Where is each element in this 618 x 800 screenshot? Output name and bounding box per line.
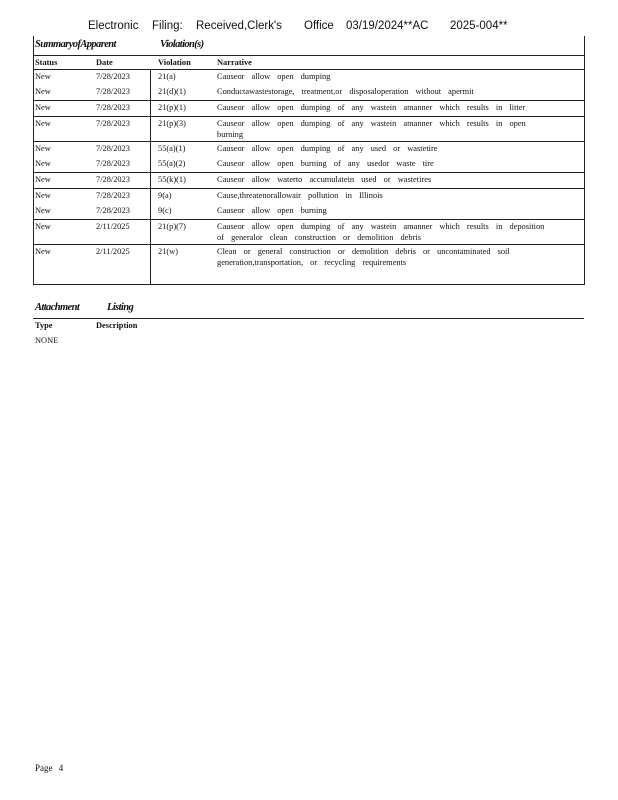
violation-status: New bbox=[33, 173, 94, 189]
violation-status: New bbox=[35, 87, 51, 96]
violations-table bbox=[33, 55, 584, 269]
violation-date: 7/28/2023 bbox=[96, 159, 130, 168]
violation-status: New bbox=[33, 142, 94, 158]
violation-date: 7/28/2023 bbox=[94, 142, 156, 158]
violation-code: 55(k)(1) bbox=[156, 173, 215, 189]
filing-stamp-header bbox=[88, 20, 508, 32]
filing-header-part: Electronic bbox=[88, 20, 139, 32]
filing-header-part: Received,Clerk's bbox=[196, 20, 282, 32]
column-header-narrative: Narrative bbox=[215, 56, 584, 70]
violation-row bbox=[33, 85, 584, 101]
violation-narrative: Causeor allow open dumping of any used or wastetire bbox=[215, 142, 584, 158]
filing-header-case-number: 2025-004** bbox=[450, 20, 508, 32]
violation-row bbox=[33, 142, 584, 158]
violation-date: 7/28/2023 bbox=[94, 173, 156, 189]
violation-row bbox=[33, 220, 584, 245]
violation-row bbox=[33, 101, 584, 117]
violation-code: 9(a) bbox=[156, 189, 215, 205]
violation-status: New bbox=[33, 220, 94, 245]
violation-status: New bbox=[33, 70, 94, 86]
violation-narrative: Causeor allow open dumping of any wastein amanner which results in open burning bbox=[215, 117, 584, 142]
violations-header-row bbox=[33, 56, 584, 70]
violation-row bbox=[33, 70, 584, 86]
violation-date: 2/11/2025 bbox=[94, 245, 156, 270]
page-number: Page 4 bbox=[35, 763, 64, 773]
violation-narrative: Causeor allow open dumping of any wastein amanner which results in litter bbox=[215, 101, 584, 117]
violation-date: 7/28/2023 bbox=[94, 101, 156, 117]
violation-narrative: Causeor allow open dumping of any wastein amanner which results in deposition of generalor clean construction or demolition debris bbox=[215, 220, 584, 245]
violation-code: 9(c) bbox=[158, 206, 172, 215]
violation-narrative: Causeor allow waterto accumulatein used or wastetires bbox=[215, 173, 584, 189]
violation-row bbox=[33, 157, 584, 173]
violation-narrative: Causeor allow open burning bbox=[217, 206, 327, 215]
violation-code: 21(d)(1) bbox=[158, 87, 186, 96]
summary-title: SummaryofApparent bbox=[35, 39, 116, 50]
violation-status: New bbox=[33, 101, 94, 117]
violation-date: 7/28/2023 bbox=[94, 117, 156, 142]
violation-narrative: Cause,threatenorallowair pollution in Illinois bbox=[215, 189, 584, 205]
filing-header-part: Office bbox=[304, 20, 334, 32]
column-header-status: Status bbox=[33, 56, 94, 70]
violation-status: New bbox=[33, 245, 94, 270]
violation-row bbox=[33, 173, 584, 189]
attachment-empty-value: NONE bbox=[35, 336, 59, 345]
violations-body bbox=[33, 70, 584, 270]
attachment-divider bbox=[33, 318, 584, 319]
violation-row bbox=[33, 245, 584, 270]
violation-code: 21(p)(3) bbox=[156, 117, 215, 142]
violation-code: 21(p)(7) bbox=[156, 220, 215, 245]
filing-header-part: Filing: bbox=[152, 20, 183, 32]
violation-status: New bbox=[33, 189, 94, 205]
violation-narrative: Causeor allow open dumping bbox=[215, 70, 584, 86]
violation-row bbox=[33, 117, 584, 142]
summary-title-suffix: Violation(s) bbox=[160, 39, 204, 50]
column-header-date: Date bbox=[94, 56, 156, 70]
column-divider bbox=[150, 70, 151, 284]
violation-date: 2/11/2025 bbox=[94, 220, 156, 245]
violation-narrative: Clean or general construction or demolition debris or uncontaminated soil generation,transportation, or recycling requirements bbox=[215, 245, 584, 270]
attachment-title-suffix: Listing bbox=[107, 302, 134, 313]
violation-date: 7/28/2023 bbox=[96, 87, 130, 96]
column-header-violation: Violation bbox=[156, 56, 215, 70]
violation-date: 7/28/2023 bbox=[96, 206, 130, 215]
violation-code: 55(a)(1) bbox=[156, 142, 215, 158]
violation-row bbox=[33, 189, 584, 205]
violation-date: 7/28/2023 bbox=[94, 189, 156, 205]
attachment-title: Attachment bbox=[35, 302, 80, 313]
violation-code: 21(w) bbox=[156, 245, 215, 270]
violation-status: New bbox=[35, 159, 51, 168]
violation-narrative: Conductawastestorage, treatment,or disposaloperation without apermit bbox=[217, 87, 474, 96]
violation-narrative: Causeor allow open burning of any usedor waste tire bbox=[217, 159, 434, 168]
attachment-header-description: Description bbox=[96, 321, 138, 330]
violation-date: 7/28/2023 bbox=[94, 70, 156, 86]
violation-row bbox=[33, 204, 584, 220]
filing-header-date: 03/19/2024**AC bbox=[346, 20, 429, 32]
violation-status: New bbox=[33, 117, 94, 142]
violation-code: 21(p)(1) bbox=[156, 101, 215, 117]
attachment-header-type: Type bbox=[35, 321, 53, 330]
violation-status: New bbox=[35, 206, 51, 215]
violation-code: 55(a)(2) bbox=[158, 159, 186, 168]
violation-code: 21(a) bbox=[156, 70, 215, 86]
